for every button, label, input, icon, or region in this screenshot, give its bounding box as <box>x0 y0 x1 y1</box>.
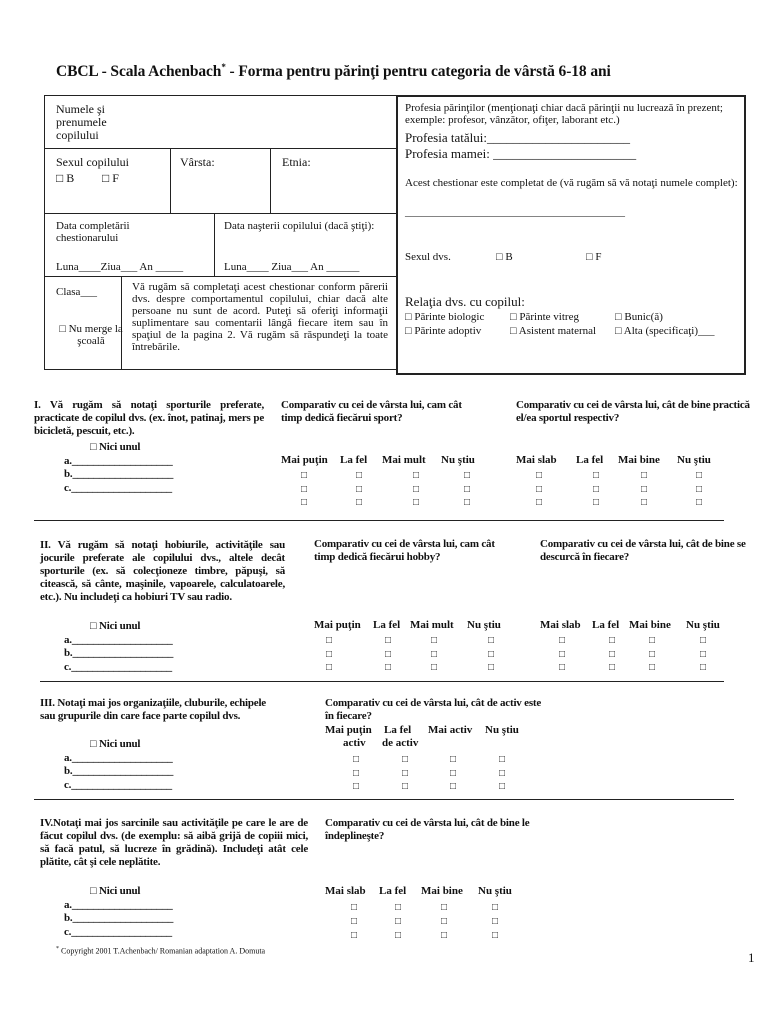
s3-checkbox-r3-c4[interactable]: □ <box>499 781 506 792</box>
s3-checkbox-r2-c1[interactable]: □ <box>353 768 360 779</box>
s2-checkbox-r2-c3[interactable]: □ <box>431 649 438 660</box>
footer-copyright-text: Copyright 2001 T.Achenbach/ Romanian adaptation A. Domuta <box>61 946 266 956</box>
s1-checkbox-r3-c6[interactable]: □ <box>593 497 600 508</box>
section1-col-less: Mai puţin <box>281 454 328 466</box>
s1-checkbox-r3-c2[interactable]: □ <box>356 497 363 508</box>
s2-checkbox-r1-c4[interactable]: □ <box>488 635 495 646</box>
s4-checkbox-r1-c1[interactable]: □ <box>351 902 358 913</box>
relation-foster-checkbox[interactable]: □ Asistent maternal <box>510 325 597 337</box>
s2-checkbox-r2-c4[interactable]: □ <box>488 649 495 660</box>
s4-checkbox-r3-c3[interactable]: □ <box>441 930 448 941</box>
relation-label: Relaţia dvs. cu copilul: <box>405 294 525 309</box>
relation-biological-checkbox[interactable]: □ Părinte biologic <box>405 311 485 323</box>
section1-line-a[interactable]: a.___________________ <box>64 455 173 467</box>
s2-checkbox-r2-c2[interactable]: □ <box>385 649 392 660</box>
s4-checkbox-r2-c1[interactable]: □ <box>351 916 358 927</box>
section3-line-a[interactable]: a.___________________ <box>64 752 173 764</box>
section2-col-same2: La fel <box>592 619 620 631</box>
s2-checkbox-r3-c1[interactable]: □ <box>326 662 333 673</box>
s1-checkbox-r3-c3[interactable]: □ <box>413 497 420 508</box>
s2-checkbox-r3-c6[interactable]: □ <box>609 662 616 673</box>
section1-compare-skill: Comparativ cu cei de vârsta lui, cât de bine practică el/ea sportul respectiv? <box>516 399 750 424</box>
s2-checkbox-r3-c2[interactable]: □ <box>385 662 392 673</box>
s1-checkbox-r1-c1[interactable]: □ <box>301 470 308 481</box>
section1-col-more: Mai mult <box>382 454 426 466</box>
birth-date-label: Data naşterii copilului (dacă ştiţi): <box>224 220 375 232</box>
section3-line-b[interactable]: b.___________________ <box>64 765 174 777</box>
age-label: Vârsta: <box>180 155 215 169</box>
section2-col-dontknow: Nu ştiu <box>467 619 501 631</box>
s2-checkbox-r1-c1[interactable]: □ <box>326 635 333 646</box>
section1-line-c[interactable]: c.___________________ <box>64 482 172 494</box>
section3-col-less: Mai puţin <box>325 724 372 736</box>
s4-checkbox-r2-c4[interactable]: □ <box>492 916 499 927</box>
section1-question: I. Vă rugăm să notaţi sporturile preferate, practicate de copilul dvs. (ex. înot, patinaj, mers pe bicicletă, pescuit, etc.). <box>34 399 264 437</box>
s1-checkbox-r3-c5[interactable]: □ <box>536 497 543 508</box>
s1-checkbox-r3-c4[interactable]: □ <box>464 497 471 508</box>
not-school-checkbox[interactable]: □ Nu merge la şcoală <box>59 323 123 347</box>
completed-by-field[interactable]: ________________________________________ <box>405 206 625 218</box>
mother-profession-field[interactable]: Profesia mamei: ______________________ <box>405 146 637 161</box>
section4-col-better: Mai bine <box>421 885 463 897</box>
date-completed-label: Data completării chestionarului <box>56 220 130 244</box>
s3-checkbox-r1-c4[interactable]: □ <box>499 754 506 765</box>
s3-checkbox-r1-c2[interactable]: □ <box>402 754 409 765</box>
section1-col-same: La fel <box>340 454 368 466</box>
s4-checkbox-r1-c4[interactable]: □ <box>492 902 499 913</box>
section2-col-worse: Mai slab <box>540 619 581 631</box>
s4-checkbox-r2-c2[interactable]: □ <box>395 916 402 927</box>
s1-checkbox-r1-c7[interactable]: □ <box>641 470 648 481</box>
section2-col-same: La fel <box>373 619 401 631</box>
section1-line-b[interactable]: b.___________________ <box>64 468 174 480</box>
s3-checkbox-r1-c3[interactable]: □ <box>450 754 457 765</box>
birth-date-fields[interactable]: Luna____ Ziua___ An ______ <box>224 261 360 273</box>
s2-checkbox-r2-c5[interactable]: □ <box>559 649 566 660</box>
s3-checkbox-r3-c1[interactable]: □ <box>353 781 360 792</box>
section4-col-dontknow: Nu ştiu <box>478 885 512 897</box>
s2-checkbox-r2-c7[interactable]: □ <box>649 649 656 660</box>
page-number: 1 <box>748 950 755 965</box>
s1-checkbox-r2-c8[interactable]: □ <box>696 484 703 495</box>
section4-none-checkbox[interactable]: □ Nici unul <box>90 885 141 897</box>
section3-line-c[interactable]: c.___________________ <box>64 779 172 791</box>
child-name-label: Numele şi prenumele copilului <box>56 102 107 142</box>
s1-checkbox-r2-c1[interactable]: □ <box>301 484 308 495</box>
section1-none-checkbox[interactable]: □ Nici unul <box>90 441 141 453</box>
your-sex-b-checkbox[interactable]: □ B <box>496 251 513 263</box>
s1-checkbox-r2-c4[interactable]: □ <box>464 484 471 495</box>
section3-col-more: Mai activ <box>428 724 473 736</box>
section1-col-worse: Mai slab <box>516 454 557 466</box>
s3-checkbox-r3-c3[interactable]: □ <box>450 781 457 792</box>
s2-checkbox-r1-c6[interactable]: □ <box>609 635 616 646</box>
s1-checkbox-r1-c3[interactable]: □ <box>413 470 420 481</box>
section4-question: IV.Notaţi mai jos sarcinile sau activităţile pe care le are de făcut copilul dvs. (de exemplu: să aibă grijă de copiii mici, să facă patul, să lucreze în grădină). Includeţi atât cele plătite, cât şi cele neplătite. <box>40 817 308 868</box>
title-star: * <box>221 62 226 72</box>
s2-checkbox-r3-c8[interactable]: □ <box>700 662 707 673</box>
relation-step-checkbox[interactable]: □ Părinte vitreg <box>510 311 579 323</box>
section3-col-same-2: de activ <box>382 737 419 749</box>
your-sex-label: Sexul dvs. <box>405 251 451 263</box>
section4-compare: Comparativ cu cei de vârsta lui, cât de bine le îndeplineşte? <box>325 817 530 842</box>
section3-col-same: La fel <box>384 724 412 736</box>
section2-col-better: Mai bine <box>629 619 671 631</box>
footer-copyright <box>56 946 265 956</box>
s2-checkbox-r1-c8[interactable]: □ <box>700 635 707 646</box>
section2-line-b[interactable]: b.___________________ <box>64 647 174 659</box>
s1-checkbox-r3-c1[interactable]: □ <box>301 497 308 508</box>
section3-col-dontknow: Nu ştiu <box>485 724 519 736</box>
title-rest: - Forma pentru părinţi pentru categoria de vârstă 6-18 ani <box>225 63 611 81</box>
s1-checkbox-r1-c8[interactable]: □ <box>696 470 703 481</box>
s4-checkbox-r3-c4[interactable]: □ <box>492 930 499 941</box>
section1-col-dontknow: Nu ştiu <box>441 454 475 466</box>
s4-checkbox-r3-c1[interactable]: □ <box>351 930 358 941</box>
section2-col-more: Mai mult <box>410 619 454 631</box>
instructions-text: Vă rugăm să completaţi acest chestionar conform părerii dvs. despre comportamentul copilului, chiar dacă alte persoane nu sunt de acord. Puteţi să oferiţi informaţii suplimentare sau comentarii lângă fiecare item sau în spaţiul de la pagina 2. Vă rugăm să răspundeţi la toate întrebările. <box>132 281 388 353</box>
title-main: CBCL - Scala Achenbach <box>56 63 222 81</box>
s2-checkbox-r2-c1[interactable]: □ <box>326 649 333 660</box>
s2-checkbox-r3-c7[interactable]: □ <box>649 662 656 673</box>
completed-by-label: Acest chestionar este completat de (vă rugăm să vă notaţi numele complet): <box>405 177 738 189</box>
section1-col-dontknow2: Nu ştiu <box>677 454 711 466</box>
s1-checkbox-r2-c6[interactable]: □ <box>593 484 600 495</box>
s3-checkbox-r1-c1[interactable]: □ <box>353 754 360 765</box>
relation-grandparent-checkbox[interactable]: □ Bunic(ă) <box>615 311 663 323</box>
section1-compare-time: Comparativ cu cei de vârsta lui, cam cât timp dedică fiecărui sport? <box>281 399 462 424</box>
father-profession-field[interactable]: Profesia tatălui:______________________ <box>405 130 630 145</box>
relation-other-checkbox[interactable]: □ Alta (specificaţi)___ <box>615 325 715 337</box>
s3-checkbox-r2-c4[interactable]: □ <box>499 768 506 779</box>
section2-question: II. Vă rugăm să notaţi hobiurile, activităţile sau jocurile preferate ale copilului dvs., altele decât sporturile (ex. să colecţioneze timbre, păpuşi, să citească, să cânte, maşinile, vapoarele, calculatoarele, etc.). Nu includeţi ca hobiuri TV sau radio. <box>40 539 285 603</box>
s3-checkbox-r2-c2[interactable]: □ <box>402 768 409 779</box>
s4-checkbox-r3-c2[interactable]: □ <box>395 930 402 941</box>
s2-checkbox-r3-c3[interactable]: □ <box>431 662 438 673</box>
s4-checkbox-r1-c2[interactable]: □ <box>395 902 402 913</box>
footer-star: * <box>56 946 59 952</box>
section3-question: III. Notaţi mai jos organizaţiile, cluburile, echipele sau grupurile din care face parte copilul dvs. <box>40 697 266 722</box>
section4-col-same: La fel <box>379 885 407 897</box>
section4-line-b[interactable]: b.___________________ <box>64 912 174 924</box>
sex-f-checkbox[interactable]: □ F <box>102 171 119 185</box>
section4-col-worse: Mai slab <box>325 885 366 897</box>
s2-checkbox-r3-c5[interactable]: □ <box>559 662 566 673</box>
s2-checkbox-r3-c4[interactable]: □ <box>488 662 495 673</box>
section2-none-checkbox[interactable]: □ Nici unul <box>90 620 141 632</box>
section3-col-less-2: activ <box>343 737 366 749</box>
s1-checkbox-r2-c7[interactable]: □ <box>641 484 648 495</box>
section4-line-c[interactable]: c.___________________ <box>64 926 172 938</box>
section2-col-less: Mai puţin <box>314 619 361 631</box>
s1-checkbox-r2-c2[interactable]: □ <box>356 484 363 495</box>
s2-checkbox-r1-c7[interactable]: □ <box>649 635 656 646</box>
date-completed-fields[interactable]: Luna____Ziua___ An _____ <box>56 261 184 273</box>
s2-checkbox-r2-c6[interactable]: □ <box>609 649 616 660</box>
section1-col-better: Mai bine <box>618 454 660 466</box>
section3-compare: Comparativ cu cei de vârsta lui, cât de activ este în fiecare? <box>325 697 542 722</box>
section3-none-checkbox[interactable]: □ Nici unul <box>90 738 141 750</box>
s4-checkbox-r2-c3[interactable]: □ <box>441 916 448 927</box>
ethnicity-label: Etnia: <box>282 155 311 169</box>
s2-checkbox-r1-c3[interactable]: □ <box>431 635 438 646</box>
section2-compare-skill: Comparativ cu cei de vârsta lui, cât de bine se descurcă în fiecare? <box>540 538 746 563</box>
s2-checkbox-r2-c8[interactable]: □ <box>700 649 707 660</box>
s1-checkbox-r1-c5[interactable]: □ <box>536 470 543 481</box>
relation-adoptive-checkbox[interactable]: □ Părinte adoptiv <box>405 325 482 337</box>
sex-label: Sexul copilului <box>56 155 129 169</box>
section1-col-same2: La fel <box>576 454 604 466</box>
section2-line-c[interactable]: c.___________________ <box>64 661 172 673</box>
your-sex-f-checkbox[interactable]: □ F <box>586 251 602 263</box>
s1-checkbox-r2-c3[interactable]: □ <box>413 484 420 495</box>
parents-profession-label: Profesia părinţilor (menţionaţi chiar dacă părinţii nu lucrează în prezent; exemple: profesor, vânzător, ofiţer, laborant etc.) <box>405 102 723 126</box>
s1-checkbox-r3-c8[interactable]: □ <box>696 497 703 508</box>
s4-checkbox-r1-c3[interactable]: □ <box>441 902 448 913</box>
section2-col-dontknow2: Nu ştiu <box>686 619 720 631</box>
s1-checkbox-r2-c5[interactable]: □ <box>536 484 543 495</box>
s2-checkbox-r1-c5[interactable]: □ <box>559 635 566 646</box>
section2-line-a[interactable]: a.___________________ <box>64 634 173 646</box>
s1-checkbox-r1-c2[interactable]: □ <box>356 470 363 481</box>
s3-checkbox-r2-c3[interactable]: □ <box>450 768 457 779</box>
s1-checkbox-r1-c4[interactable]: □ <box>464 470 471 481</box>
s1-checkbox-r3-c7[interactable]: □ <box>641 497 648 508</box>
sex-b-checkbox[interactable]: □ B <box>56 171 75 185</box>
s1-checkbox-r1-c6[interactable]: □ <box>593 470 600 481</box>
section4-line-a[interactable]: a.___________________ <box>64 899 173 911</box>
page-title <box>56 62 611 81</box>
s2-checkbox-r1-c2[interactable]: □ <box>385 635 392 646</box>
class-label[interactable]: Clasa___ <box>56 286 97 298</box>
section2-compare-time: Comparativ cu cei de vârsta lui, cam cât timp dedică fiecărui hobby? <box>314 538 495 563</box>
s3-checkbox-r3-c2[interactable]: □ <box>402 781 409 792</box>
